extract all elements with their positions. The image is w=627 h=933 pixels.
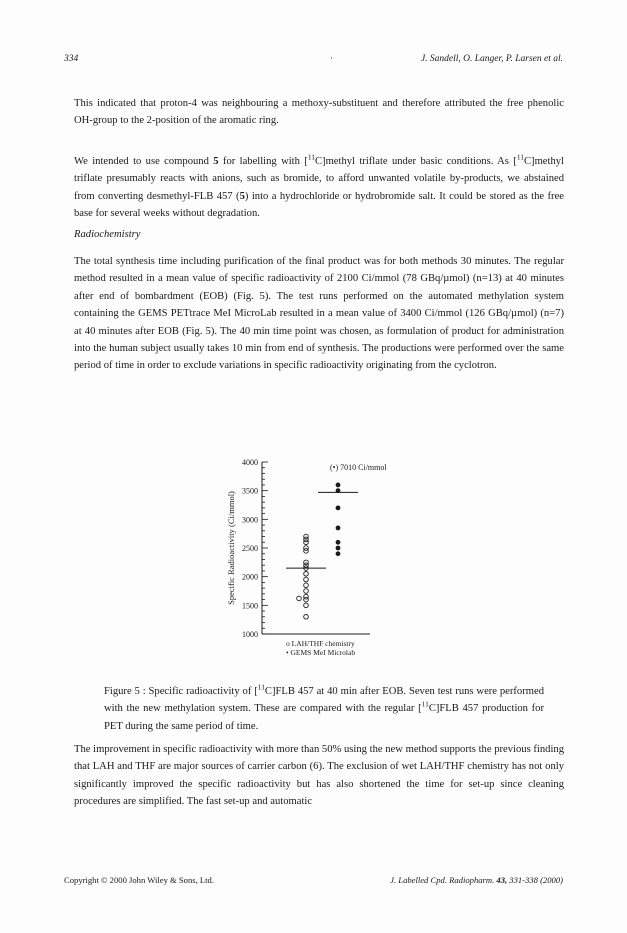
data-point-lah-thf [304,594,309,599]
footer-copyright: Copyright © 2000 John Wiley & Sons, Ltd. [64,875,214,885]
legend-entry: • GEMS MeI Microlab [286,648,356,657]
y-tick-label: 2500 [242,544,258,553]
data-point-lah-thf [304,572,309,577]
data-point-lah-thf [304,546,309,551]
paragraph-1: This indicated that proton-4 was neighbouring a methoxy-substituent and therefore attributed the free phenolic OH-group to the 2-position of the aromatic ring. [74,98,564,127]
page-number: 334 [64,54,79,64]
running-head-authors: J. Sandell, O. Langer, P. Larsen et al. [420,54,563,64]
data-point-gems [336,551,341,556]
figure-caption: Figure 5 : Specific radioactivity of [$^{11}$C]FLB 457 at 40 min after EOB. Seven test runs were performed with the new methylation system. These are compared with the regular [$^{11}$C]FLB 457 production for PET during the same period of time. [104,682,545,732]
data-point-lah-thf [304,577,309,582]
data-point-gems [336,546,341,551]
data-point-lah-thf [304,603,309,608]
chart-annotation: (•) 7010 Ci/mmol [330,463,387,472]
data-point-lah-thf [304,560,309,565]
data-point-lah-thf [304,589,309,594]
scatter-chart [220,452,420,682]
data-point-lah-thf [304,583,309,588]
paragraph-4: The improvement in specific radioactivity with more than 50% using the new method supports the previous finding that LAH and THF are major sources of carrier carbon (6). The exclusion of wet LAH/THF chemistry has not only significantly improved the specific radioactivity but has also shortened the time for set-up since cleaning procedures are simplified. The fast set-up and automatic [74,744,564,808]
data-point-gems [336,526,341,531]
y-tick-label: 3500 [242,486,258,496]
data-point-lah-thf [297,596,302,601]
data-point-gems [336,483,341,488]
legend-entry: o LAH/THF chemistry [286,639,355,648]
y-tick-label: 1500 [242,601,258,611]
header-dot: · [330,54,334,64]
data-point-lah-thf [304,615,309,620]
paragraph-2: We intended to use compound 5 for labelling with [$^{11}$C]methyl triflate under basic conditions. As [$^{11}$C]methyl triflate presumably reacts with anions, such as bromide, to afford unwanted volatile by-products, we abstained from converting desmethyl-FLB 457 (5) into a hydrochloride or hydrobromide salt. It could be stored as the free base for several weeks without degradation. [74,152,564,220]
data-point-lah-thf [304,534,309,539]
y-tick-label: 1000 [242,630,258,639]
data-point-gems [336,540,341,545]
y-axis-label: Specific Radioactivity (Ci/mmol) [226,491,236,605]
data-point-gems [336,505,341,510]
y-tick-label: 4000 [242,458,258,467]
y-tick-label: 2000 [242,572,258,582]
y-tick-label: 3000 [242,515,258,525]
section-heading-radiochemistry: Radiochemistry [74,229,141,240]
paragraph-3: The total synthesis time including purification of the final product was for both methods 30 minutes. The regular method resulted in a mean value of specific radioactivity of 2100 Ci/mmol (78 GBq/µmol) (n=13) at 40 minutes after end of bombardment (EOB) (Fig. 5). The test runs performed on the automated methylation system containing the GEMS PETtrace MeI MicroLab resulted in a mean value of 3400 Ci/mmol (126 GBq/µmol) (n=7) at 40 minutes after EOB (Fig. 5). The 40 min time point was chosen, as formulation of product for administration into the human subject usually takes 10 min from end of synthesis. The productions were performed over the same period of time in order to exclude variations in specific radioactivity originating from the cyclotron. [74,256,564,372]
footer-journal: J. Labelled Cpd. Radiopharm. 43, 331-338 (2000) [390,875,563,885]
